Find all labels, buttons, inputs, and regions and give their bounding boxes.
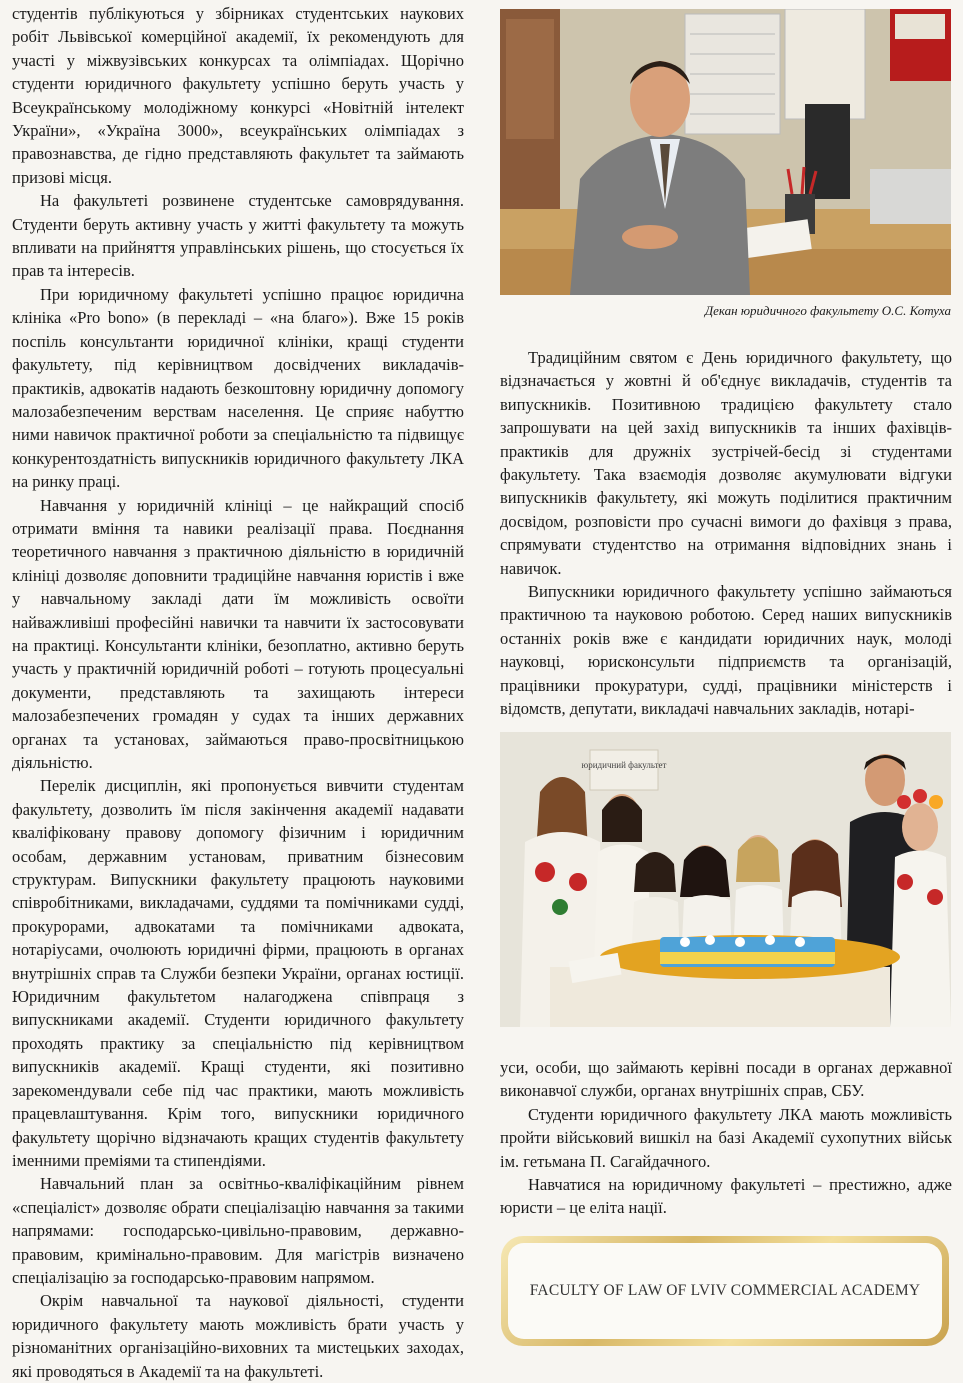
paragraph: Традиційним святом є День юридичного факультету, що відзначається у жовтні й об'єднує викладачів, студентів та випускників. Позитивною традицією факультету стало запрошувати на цей захід випускників та інших фахівців-практиків для дружніх зустрічей-бесід зі студентами факультету. Така взаємодія дозволяє акумулювати відгуки випускників факультету, які можуть поділитися практичним досвідом, розповісти про сучасні вимоги до фахівця з права, спрямувати студентство на отримання відповідних знань і навичок.	[500, 348, 952, 578]
right-text-column-top	[500, 346, 952, 721]
students-group-photo	[500, 732, 951, 1027]
paragraph: студентів публікуються у збірниках студентських наукових робіт Львівської комерційної академії, їх рекомендують для участі у міжвузівських конкурсах та олімпіадах. Щорічно студенти юридичного факультету успішно беруть участь у Всеукраїнському молодіжному конкурсі «Новітній інтелект України», «Україна 3000», всеукраїнських олімпіадах з правознавства, де гідно представляють факультет та займають призові місця.	[12, 4, 464, 187]
paragraph: Навчатися на юридичному факультеті – престижно, адже юристи – це еліта нації.	[500, 1175, 952, 1218]
paragraph: На факультеті розвинене студентське самоврядування. Студенти беруть активну участь у житті факультету та можуть впливати на прийняття управлінських рішень, що стосується їх прав та інтересів.	[12, 191, 464, 281]
paragraph: уси, особи, що займають керівні посади в органах державної виконавчої служби, органах внутрішніх справ, СБУ.	[500, 1058, 952, 1101]
paragraph: При юридичному факультеті успішно працює юридична клініка «Pro bono» (в перекладі – «на благо»). Вже 15 років поспіль консультанти юридичної клініки, кращі студенти факультету, під керівництвом досвідчених викладачів-практиків, адвокатів надають безкоштовну юридичну допомогу малозабезпеченим верствам населення. Це сприяє набуттю ними навичок практичної роботи за спеціальністю та підвищує конкурентоздатність випускників юридичного факультету ЛКА на ринку праці.	[12, 284, 464, 492]
dean-photo-illustration	[500, 9, 951, 295]
paragraph: Навчання у юридичній клініці – це найкращий спосіб отримати вміння та навики реалізації права. Поєднання теоретичного навчання з практичною діяльністю в юридичній клініці дозволяє доповнити традиційне навчання юристів і вже у навчальному закладі дати їм можливість освоїти найважливіші професійні навички та навчити їх застосовувати на практиці. Консультанти клініки, безоплатно, активно беруть участь у практичній юридичній роботі – готують процесуальні документи, представляють та захищають інтереси малозабезпечених громадян у судах та інших державних органах та установах, займаються право-просвітницькою діяльністю.	[12, 495, 464, 772]
wall-sign-text: юридичний факультет	[581, 760, 667, 770]
paragraph: Випускники юридичного факультету успішно займаються практичною та науковою роботою. Серед наших випускників останніх років вже є кандидати юридичних наук, молоді науковці, юрисконсульти підприємств та організацій, працівники прокуратури, судді, працівники міністерств і відомств, депутати, викладачі навчальних закладів, нотарі-	[500, 582, 952, 719]
paragraph: Окрім навчальної та наукової діяльності, студенти юридичного факультету мають можливість брати участь у різноманітних організаційно-виховних та мистецьких заходах, які проводяться в Академії та на факультеті.	[12, 1291, 464, 1381]
faculty-banner	[501, 1236, 949, 1346]
banner-text: FACULTY OF LAW OF LVIV COMMERCIAL ACADEMY	[508, 1243, 942, 1339]
dean-office-photo	[500, 9, 951, 295]
paragraph: Студенти юридичного факультету ЛКА мають можливість пройти військовий вишкіл на базі Академії сухопутних військ ім. гетьмана П. Сагайдачного.	[500, 1104, 952, 1171]
students-photo-illustration	[500, 732, 951, 1027]
left-text-column	[12, 2, 464, 1383]
paragraph: Перелік дисциплін, які пропонується вивчити студентам факультету, дозволить їм після закінчення академії надавати кваліфіковану правову допомогу фізичним і юридичним особам, державним установам, приватним бізнесовим структурам. Випускники факультету працюють науковими співробітниками, викладачами, суддями та помічниками судді, прокурорами, адвокатами та помічниками адвоката, нотаріусами, очолюють юридичні фірми, працюють в органах внутрішніх справ та Служби безпеки України, органах юстиції. Юридичним факультетом налагоджена співпраця з випускниками академії. Студенти юридичного факультету проходять практику за спеціальністю під керівництвом випускників академії. Кращі студенти, які позитивно зарекомендували себе під час практики, мають можливість працевлаштування. Крім того, випускники юридичного факультету щорічно відзначають кращих студентів факультету іменними преміями та стипендіями.	[12, 776, 464, 1170]
right-text-column-bottom	[500, 1056, 952, 1220]
dean-photo-caption: Декан юридичного факультету О.С. Котуха	[704, 303, 951, 318]
paragraph: Навчальний план за освітньо-кваліфікаційним рівнем «спеціаліст» дозволяє обрати спеціалізацію навчання за такими напрямами: господарсько-цивільно-правовим, державно-правовим, кримінально-правовим. Для магістрів визначено спеціалізацію за господарсько-правовим напрямом.	[12, 1174, 464, 1287]
